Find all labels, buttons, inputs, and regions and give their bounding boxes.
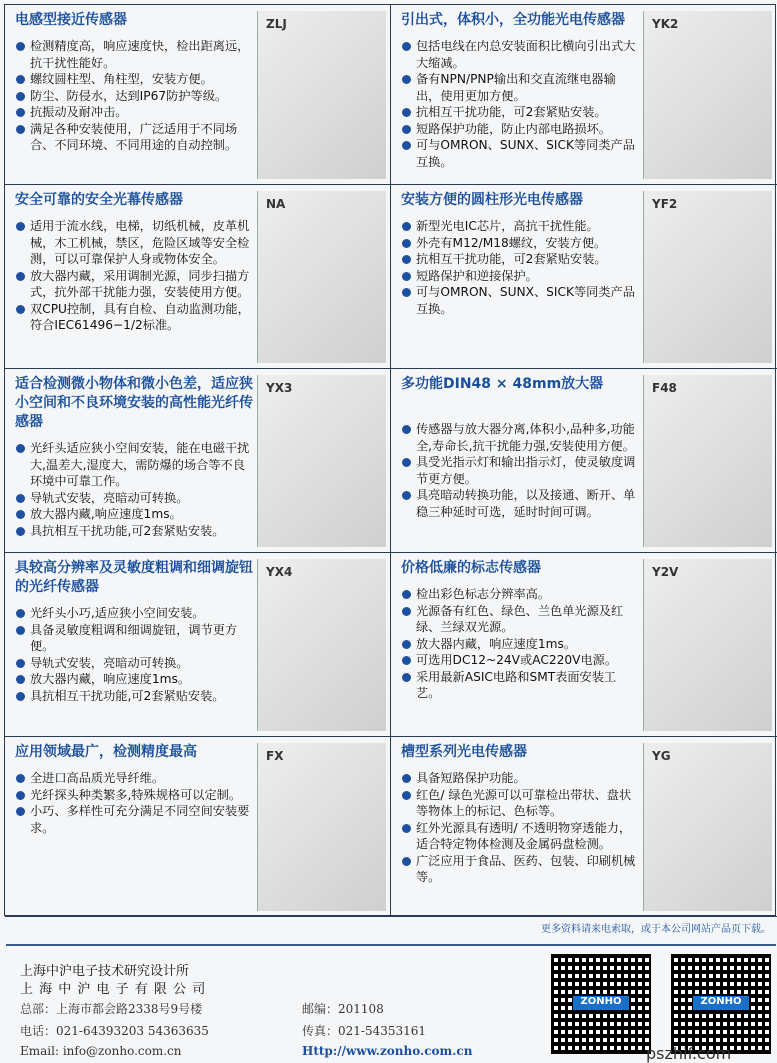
feature-item: 具抗相互干扰功能,可2套紧贴安装。 [15,523,251,540]
phone: 电话：021-64393203 54363635 [20,1024,209,1038]
product-photo [257,191,386,363]
product-photo [643,191,772,363]
product-cell [391,185,777,369]
feature-item: 可与OMRON、SUNX、SICK等同类产品互换。 [401,137,637,170]
website-link[interactable]: Http://www.zonho.com.cn [302,1044,473,1058]
qr-badge: ZONHO [573,996,629,1010]
feature-list [401,421,637,520]
feature-item: 螺纹圆柱型、角柱型，安装方便。 [15,71,251,88]
feature-item: 新型光电IC芯片，高抗干扰性能。 [401,218,637,235]
product-photo [257,11,386,179]
product-title: 槽型系列光电传感器 [401,744,527,760]
watermark: pszhif.com [646,1044,732,1063]
product-code: Y2V [652,565,679,579]
feature-item: 小巧、多样性可充分满足不同空间安装要求。 [15,803,251,836]
product-title: 安全可靠的安全光幕传感器 [15,192,183,208]
product-title: 多功能DIN48 × 48mm放大器 [401,376,604,392]
product-code: FX [266,749,284,763]
feature-item: 放大器内藏,响应速度1ms。 [15,506,251,523]
product-cell [391,369,777,553]
feature-item: 具备短路保护功能。 [401,770,637,787]
feature-list [401,770,637,886]
feature-item: 放大器内藏，采用调制光源，同步扫描方式，抗外部干扰能力强，安装使用方便。 [15,268,251,301]
feature-item: 全进口高品质光导纤维。 [15,770,251,787]
feature-list [15,440,251,539]
product-code: YX4 [266,565,293,579]
qr-code-1 [551,954,651,1054]
feature-item: 具抗相互干扰功能,可2套紧贴安装。 [15,688,251,705]
feature-item: 具备灵敏度粗调和细调旋钮，调节更方便。 [15,622,251,655]
feature-list [401,38,637,170]
feature-item: 红外光源具有透明/ 不透明物穿透能力，适合特定物体检测及金属码盘检测。 [401,820,637,853]
product-code: YK2 [652,17,679,31]
product-code: F48 [652,381,677,395]
feature-list [401,586,637,702]
product-photo [257,743,386,911]
qr-code-2 [671,954,771,1054]
product-photo [643,743,772,911]
product-cell [5,369,391,553]
feature-item: 适用于流水线，电梯，切纸机械，皮革机械，木工机械，禁区，危险区域等安全检测，可以可靠保护人身或物体安全。 [15,218,251,268]
product-cell [5,5,391,185]
product-title: 具较高分辨率及灵敏度粗调和细调旋钮的光纤传感器 [15,560,253,595]
feature-item: 光纤头适应狭小空间安装，能在电磁干扰大,温差大,湿度大，需防爆的场合等不良环境中可靠工作。 [15,440,251,490]
qr-badge: ZONHO [693,996,749,1010]
product-title: 电感型接近传感器 [15,12,127,28]
product-photo [643,559,772,731]
feature-item: 采用最新ASIC电路和SMT表面安装工艺。 [401,669,637,702]
product-title: 安装方便的圆柱形光电传感器 [401,192,583,208]
feature-list [15,770,251,836]
feature-item: 具亮暗动转换功能，以及接通、断开、单稳三种延时可选，延时时间可调。 [401,487,637,520]
address: 总部：上海市都会路2338号9号楼 [20,1002,203,1016]
feature-item: 光纤探头种类繁多,特殊规格可以定制。 [15,787,251,804]
feature-item: 具受光指示灯和输出指示灯，使灵敏度调节更方便。 [401,454,637,487]
product-cell [391,553,777,737]
product-code: YF2 [652,197,678,211]
feature-item: 检测精度高，响应速度快，检出距离远，抗干扰性能好。 [15,38,251,71]
feature-item: 抗振动及耐冲击。 [15,104,251,121]
product-code: ZLJ [266,17,287,31]
feature-item: 广泛应用于食品、医药、包装、印刷机械等。 [401,853,637,886]
feature-item: 抗相互干扰功能，可2套紧贴安装。 [401,104,637,121]
feature-item: 放大器内藏，响应速度1ms。 [15,671,251,688]
product-cell [391,737,777,917]
company-footer [6,944,776,1062]
product-grid [4,4,776,916]
feature-item: 传感器与放大器分离,体积小,品种多,功能全,寿命长,抗干扰能力强,安装使用方便。 [401,421,637,454]
feature-list [15,38,251,154]
feature-item: 短路保护和逆接保护。 [401,268,637,285]
feature-item: 光纤头小巧,适应狭小空间安装。 [15,605,251,622]
feature-item: 外壳有M12/M18螺纹，安装方便。 [401,235,637,252]
email: Email: info@zonho.com.cn [20,1044,182,1058]
product-photo [257,559,386,731]
product-title: 引出式，体积小，全功能光电传感器 [401,12,625,28]
product-cell [5,553,391,737]
feature-item: 导轨式安装，亮暗动可转换。 [15,655,251,672]
feature-item: 红色/ 绿色光源可以可靠检出带状、盘状等物体上的标记、色标等。 [401,787,637,820]
feature-item: 满足各种安装使用，广泛适用于不同场合、不同环境、不同用途的自动控制。 [15,121,251,154]
product-cell [5,185,391,369]
product-title: 应用领域最广，检测精度最高 [15,744,197,760]
product-code: YX3 [266,381,293,395]
download-note: 更多资料请来电索取，或于本公司网站产品页下载。 [541,924,771,935]
feature-item: 防尘、防侵水，达到IP67防护等级。 [15,88,251,105]
product-photo [643,375,772,547]
feature-list [401,218,637,317]
product-code: NA [266,197,286,211]
feature-item: 放大器内藏，响应速度1ms。 [401,636,637,653]
feature-item: 包括电线在内总安装面积比横向引出式大大缩减。 [401,38,637,71]
feature-item: 抗相互干扰功能，可2套紧贴安装。 [401,251,637,268]
fax: 传真：021-54353161 [302,1024,427,1038]
feature-item: 备有NPN/PNP输出和交直流继电器输出，使用更加方便。 [401,71,637,104]
feature-item: 可与OMRON、SUNX、SICK等同类产品互换。 [401,284,637,317]
product-code: YG [652,749,671,763]
company-name-1: 上海中沪电子技术研究设计所 [20,964,190,979]
company-name-2: 上 海 中 沪 电 子 有 限 公 司 [20,982,207,997]
product-photo [257,375,386,547]
zip: 邮编：201108 [302,1002,384,1016]
feature-item: 检出彩色标志分辨率高。 [401,586,637,603]
feature-item: 双CPU控制，具有自检、自动监测功能，符合IEC61496−1/2标准。 [15,301,251,334]
feature-item: 导轨式安装，亮暗动可转换。 [15,490,251,507]
feature-item: 短路保护功能，防止内部电路损坏。 [401,121,637,138]
product-cell [5,737,391,917]
feature-list [15,218,251,334]
feature-item: 光源备有红色、绿色、兰色单光源及红绿、兰绿双光源。 [401,603,637,636]
product-title: 适合检测微小物体和微小色差，适应狭小空间和不良环境安装的高性能光纤传感器 [15,376,253,430]
feature-list [15,605,251,704]
feature-item: 可选用DC12~24V或AC220V电源。 [401,652,637,669]
product-photo [643,11,772,179]
product-cell [391,5,777,185]
product-title: 价格低廉的标志传感器 [401,560,541,576]
